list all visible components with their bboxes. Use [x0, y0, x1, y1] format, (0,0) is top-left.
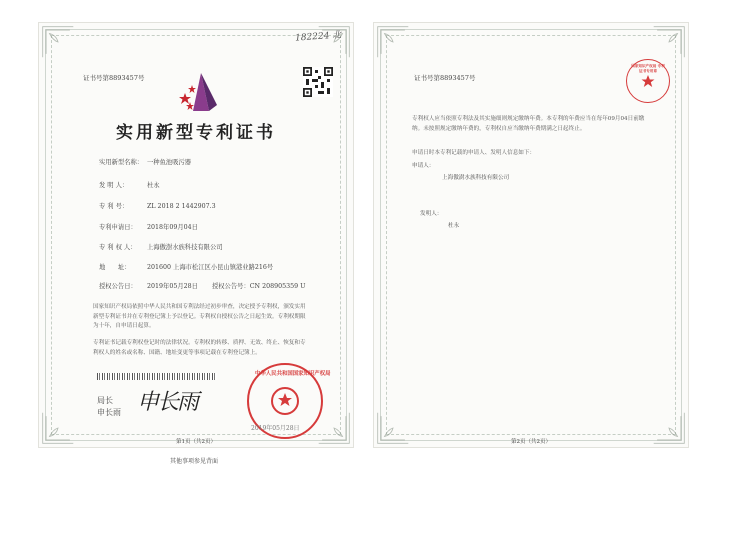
seal-date: 2019年05月28日 — [251, 425, 300, 432]
page-number: 第2页（共2页） — [511, 439, 551, 445]
fee-notice-paragraph: 专利权人应当依照专利法及其实施细则规定缴纳年费。本专利的年费应当在每年09月04日前缴纳。未按照规定缴纳年费的，专利权自应当缴纳年费期满之日起终止。 — [412, 116, 645, 132]
certificate-back-page — [373, 22, 689, 448]
barcode — [97, 373, 217, 380]
inventor-name: 杜永 — [448, 223, 460, 229]
certificate-paragraph-1: 国家知识产权局依照中华人民共和国专利法经过初步审查，决定授予专利权，颁发实用新型专利证书并在专利登记簿上予以登记。专利权自授权公告之日起生效。专利权期限为十年，自申请日起算。 — [93, 304, 306, 329]
corner-ornament — [652, 25, 686, 59]
applicant-name: 上海傲澍水族科技有限公司 — [442, 175, 510, 181]
field-grant-date: 授权公告日： 2019年05月28日 授权公告号：CN 208905359 U — [99, 283, 306, 290]
certificate-number: 证书号第8893457号 — [83, 74, 145, 82]
stamp-text: 国家知识产权局 专利证书专用章 — [631, 64, 665, 73]
seal-text: 中华人民共和国国家知识产权局 — [255, 371, 331, 377]
applicant-label: 申请人： — [412, 163, 435, 169]
director-label: 局长 — [97, 396, 113, 405]
director-signature: 申长雨 — [137, 390, 198, 415]
field-inventor: 发 明 人： 杜永 — [99, 182, 160, 189]
corner-ornament — [376, 25, 410, 59]
corner-ornament — [41, 25, 75, 59]
certificate-paragraph-2: 专利证书记载专利权登记时的法律状况。专利权的转移、质押、无效、终止、恢复和专利权人的姓名或名称、国籍、地址变更等事项记载在专利登记簿上。 — [93, 340, 306, 356]
field-address: 地 址： 201600 上海市松江区小昆山镇港业路216号 — [99, 264, 274, 271]
page-number: 第1页（共2页） — [176, 439, 216, 445]
applicant-info-paragraph: 申请日时本专利记载的申请人、发明人信息如下： — [412, 150, 536, 156]
footer-note: 其他事项参见背面 — [170, 458, 219, 465]
director-name-label: 申长雨 — [97, 408, 121, 417]
field-filing-date: 专利申请日： 2018年09月04日 — [99, 224, 198, 231]
certificate-title: 实用新型专利证书 — [116, 123, 276, 143]
inventor-label: 发明人： — [420, 211, 443, 217]
announcement-number: 授权公告号：CN 208905359 U — [211, 283, 306, 290]
special-stamp — [626, 59, 670, 103]
certificate-front-page — [38, 22, 354, 448]
field-utility-name: 实用新型名称： 一种鱼池吸污器 — [99, 159, 192, 166]
patent-office-logo — [179, 71, 223, 113]
field-patentee: 专 利 权 人： 上海傲澍水族科技有限公司 — [99, 244, 223, 251]
qr-code — [303, 67, 333, 97]
certificate-number: 证书号第8893457号 — [414, 74, 476, 82]
handwritten-note: 182224 北 — [294, 30, 342, 44]
field-patent-number: 专 利 号： ZL 2018 2 1442907.3 — [99, 203, 216, 210]
